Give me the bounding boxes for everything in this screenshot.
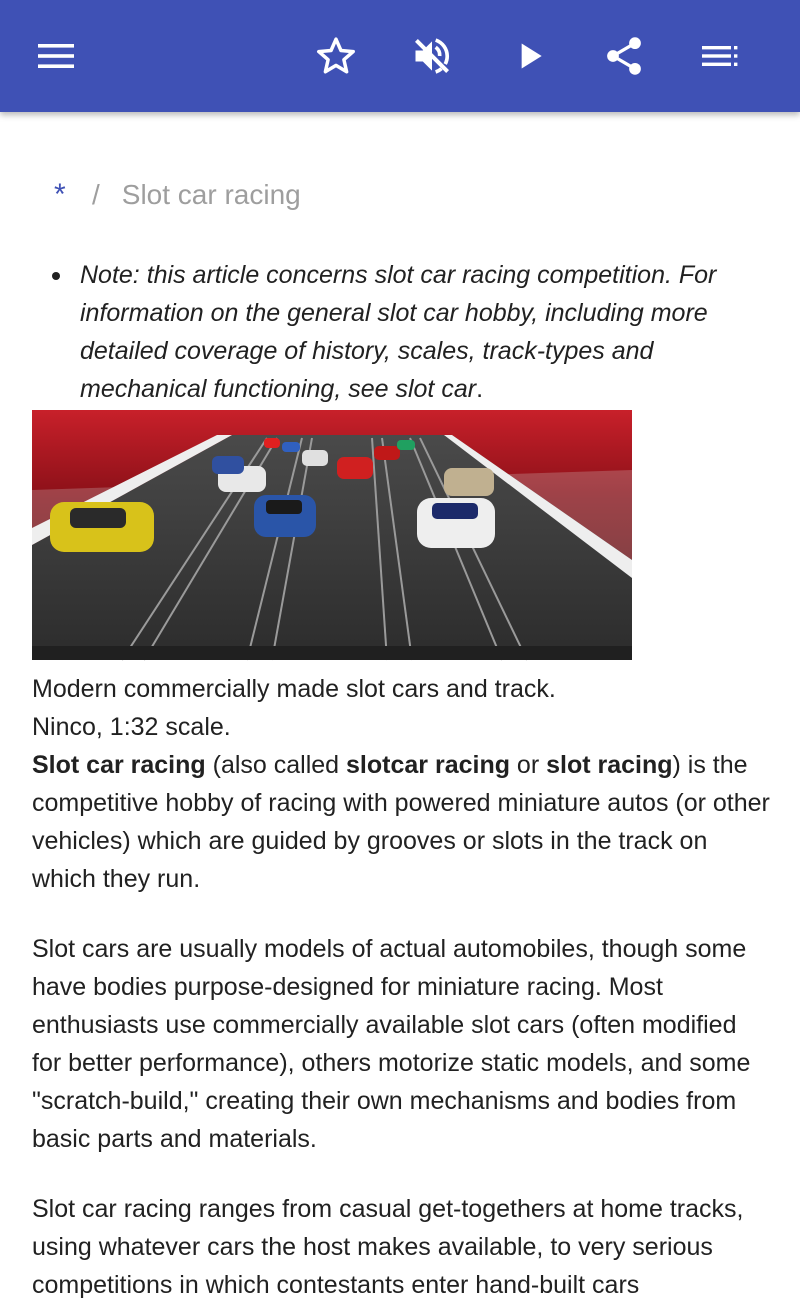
paragraph-1-text-c: ) is the competitive hobby of racing with powered miniature autos (or other vehicles) which are guided by grooves or slots in the track on which they run. bbox=[32, 751, 770, 893]
volume-off-icon bbox=[410, 34, 454, 78]
mute-button[interactable] bbox=[404, 28, 460, 84]
bold-term-1: Slot car racing bbox=[32, 751, 206, 779]
paragraph-1-text-a: (also called bbox=[205, 751, 347, 779]
breadcrumb-home-link[interactable]: * bbox=[54, 178, 66, 211]
hatnote-link[interactable]: slot car bbox=[395, 375, 477, 403]
breadcrumb bbox=[54, 178, 301, 212]
app-bar bbox=[0, 0, 800, 112]
bold-term-3: slot racing bbox=[546, 751, 673, 779]
hatnote bbox=[80, 256, 770, 408]
paragraph-2: Slot cars are usually models of actual automobiles, though some have bodies purpose-designed for miniature racing. Most enthusiasts use commercially available slot cars (often modified for better performance), others motorize static models, and some "scratch-build," creating their own mechanisms and bodies from basic parts and materials. bbox=[32, 935, 751, 1153]
bullet-dot bbox=[52, 272, 60, 280]
share-icon bbox=[602, 34, 646, 78]
play-icon bbox=[510, 36, 550, 76]
star-outline-icon bbox=[314, 34, 358, 78]
image-caption-line1: Modern commercially made slot cars and track. bbox=[32, 675, 556, 703]
paragraph-3: Slot car racing ranges from casual get-togethers at home tracks, using whatever cars the host makes available, to very serious competitions in which contestants enter hand-built cars bbox=[32, 1195, 744, 1299]
paragraph-1 bbox=[32, 746, 772, 898]
hatnote-text: Note: this article concerns slot car racing competition. For information on the general slot car hobby, including more detailed coverage of history, scales, track-types and mechanical functioning, see bbox=[80, 261, 717, 403]
bold-term-2: slotcar racing bbox=[346, 751, 510, 779]
share-button[interactable] bbox=[596, 28, 652, 84]
play-button[interactable] bbox=[502, 28, 558, 84]
article-image[interactable] bbox=[32, 410, 632, 660]
hatnote-end: . bbox=[476, 375, 484, 403]
article-content bbox=[0, 112, 800, 1299]
image-caption-line2: Ninco, 1:32 scale. bbox=[32, 713, 231, 741]
image-caption bbox=[32, 670, 772, 746]
breadcrumb-current: Slot car racing bbox=[121, 179, 301, 210]
breadcrumb-separator: / bbox=[92, 179, 100, 210]
menu-button[interactable] bbox=[28, 28, 84, 84]
paragraph-1-text-b: or bbox=[509, 751, 547, 779]
contents-button[interactable] bbox=[692, 28, 748, 84]
slot-car-track-photo bbox=[32, 410, 632, 660]
favorite-button[interactable] bbox=[308, 28, 364, 84]
menu-icon bbox=[36, 36, 76, 76]
playlist-icon bbox=[700, 36, 740, 76]
